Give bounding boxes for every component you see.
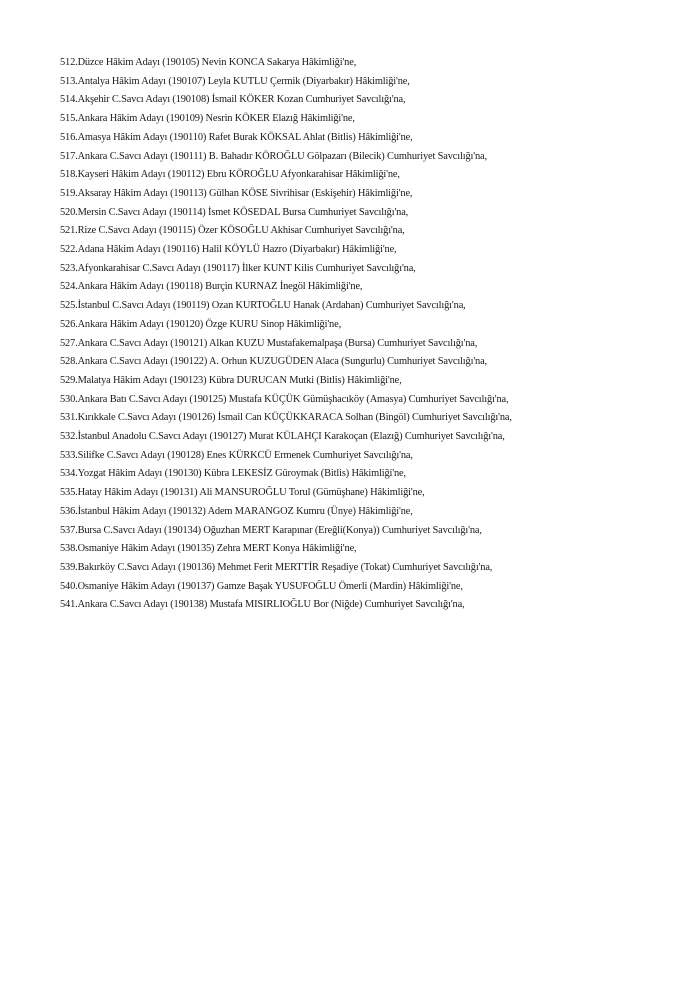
list-item: 525.İstanbul C.Savcı Adayı (190119) Ozan KURTOĞLU Hanak (Ardahan) Cumhuriyet Savcılığı'na,: [60, 300, 466, 312]
list-item: 528.Ankara C.Savcı Adayı (190122) A. Orhun KUZUGÜDEN Alaca (Sungurlu) Cumhuriyet Savcılığı'na,: [60, 356, 487, 368]
list-item: 522.Adana Hâkim Adayı (190116) Halil KÖYLÜ Hazro (Diyarbakır) Hâkimliği'ne,: [60, 244, 397, 256]
list-item: 520.Mersin C.Savcı Adayı (190114) İsmet KÖSEDAL Bursa Cumhuriyet Savcılığı'na,: [60, 206, 409, 218]
list-item: 526.Ankara Hâkim Adayı (190120) Özge KURU Sinop Hâkimliği'ne,: [60, 318, 342, 330]
list-item: 516.Amasya Hâkim Adayı (190110) Rafet Burak KÖKSAL Ahlat (Bitlis) Hâkimliği'ne,: [60, 131, 413, 143]
list-item: 517.Ankara C.Savcı Adayı (190111) B. Bahadır KÖROĞLU Gölpazarı (Bilecik) Cumhuriyet Savcılığı'na,: [60, 150, 487, 162]
list-item: 538.Osmaniye Hâkim Adayı (190135) Zehra MERT Konya Hâkimliği'ne,: [60, 543, 357, 555]
list-item: 529.Malatya Hâkim Adayı (190123) Kübra DURUCAN Mutki (Bitlis) Hâkimliği'ne,: [60, 374, 402, 386]
list-item: 521.Rize C.Savcı Adayı (190115) Özer KÖSOĞLU Akhisar Cumhuriyet Savcılığı'na,: [60, 225, 405, 237]
list-item: 524.Ankara Hâkim Adayı (190118) Burçin KURNAZ İnegöl Hâkimliği'ne,: [60, 281, 363, 293]
list-item: 523.Afyonkarahisar C.Savcı Adayı (190117) İlker KUNT Kilis Cumhuriyet Savcılığı'na,: [60, 262, 416, 274]
list-item: 512.Düzce Hâkim Adayı (190105) Nevin KONCA Sakarya Hâkimliği'ne,: [60, 57, 357, 68]
list-item: 534.Yozgat Hâkim Adayı (190130) Kübra LEKESİZ Güroymak (Bitlis) Hâkimliği'ne,: [60, 468, 406, 480]
list-item: 513.Antalya Hâkim Adayı (190107) Leyla KUTLU Çermik (Diyarbakır) Hâkimliği'ne,: [60, 75, 410, 87]
list-item: 533.Silifke C.Savcı Adayı (190128) Enes KÜRKCÜ Ermenek Cumhuriyet Savcılığı'na,: [60, 449, 413, 461]
list-item: 527.Ankara C.Savcı Adayı (190121) Alkan KUZU Mustafakemalpaşa (Bursa) Cumhuriyet Savcılığı'na,: [60, 337, 478, 349]
list-item: 541.Ankara C.Savcı Adayı (190138) Mustafa MISIRLIOĞLU Bor (Niğde) Cumhuriyet Savcılığı'na,: [60, 599, 465, 611]
list-item: 514.Akşehir C.Savcı Adayı (190108) İsmail KÖKER Kozan Cumhuriyet Savcılığı'na,: [60, 94, 406, 106]
list-item: 539.Bakırköy C.Savcı Adayı (190136) Mehmet Ferit MERTTİR Reşadiye (Tokat) Cumhuriyet Savcılığı'na,: [60, 561, 493, 573]
list-item: 532.İstanbul Anadolu C.Savcı Adayı (190127) Murat KÜLAHÇI Karakoçan (Elazığ) Cumhuriyet Savcılığı'na,: [60, 431, 505, 443]
appointment-list: [60, 54, 680, 615]
list-item: 536.İstanbul Hâkim Adayı (190132) Adem MARANGOZ Kumru (Ünye) Hâkimliği'ne,: [60, 505, 413, 517]
list-item: 537.Bursa C.Savcı Adayı (190134) Oğuzhan MERT Karapınar (Ereğli(Konya)) Cumhuriyet Savcılığı'na,: [60, 524, 482, 536]
list-item: 518.Kayseri Hâkim Adayı (190112) Ebru KÖROĞLU Afyonkarahisar Hâkimliği'ne,: [60, 169, 400, 181]
list-item: 515.Ankara Hâkim Adayı (190109) Nesrin KÖKER Elazığ Hâkimliği'ne,: [60, 113, 355, 125]
list-item: 540.Osmaniye Hâkim Adayı (190137) Gamze Başak YUSUFOĞLU Ömerli (Mardin) Hâkimliği'ne,: [60, 580, 463, 592]
list-item: 535.Hatay Hâkim Adayı (190131) Ali MANSUROĞLU Torul (Gümüşhane) Hâkimliği'ne,: [60, 487, 425, 499]
list-item: 531.Kırıkkale C.Savcı Adayı (190126) İsmail Can KÜÇÜKKARACA Solhan (Bingöl) Cumhuriyet Savcılığı'na,: [60, 412, 512, 424]
list-item: 519.Aksaray Hâkim Adayı (190113) Gülhan KÖSE Sivrihisar (Eskişehir) Hâkimliği'ne,: [60, 187, 413, 199]
list-item: 530.Ankara Batı C.Savcı Adayı (190125) Mustafa KÜÇÜK Gümüşhacıköy (Amasya) Cumhuriyet Savcılığı'na,: [60, 393, 509, 405]
